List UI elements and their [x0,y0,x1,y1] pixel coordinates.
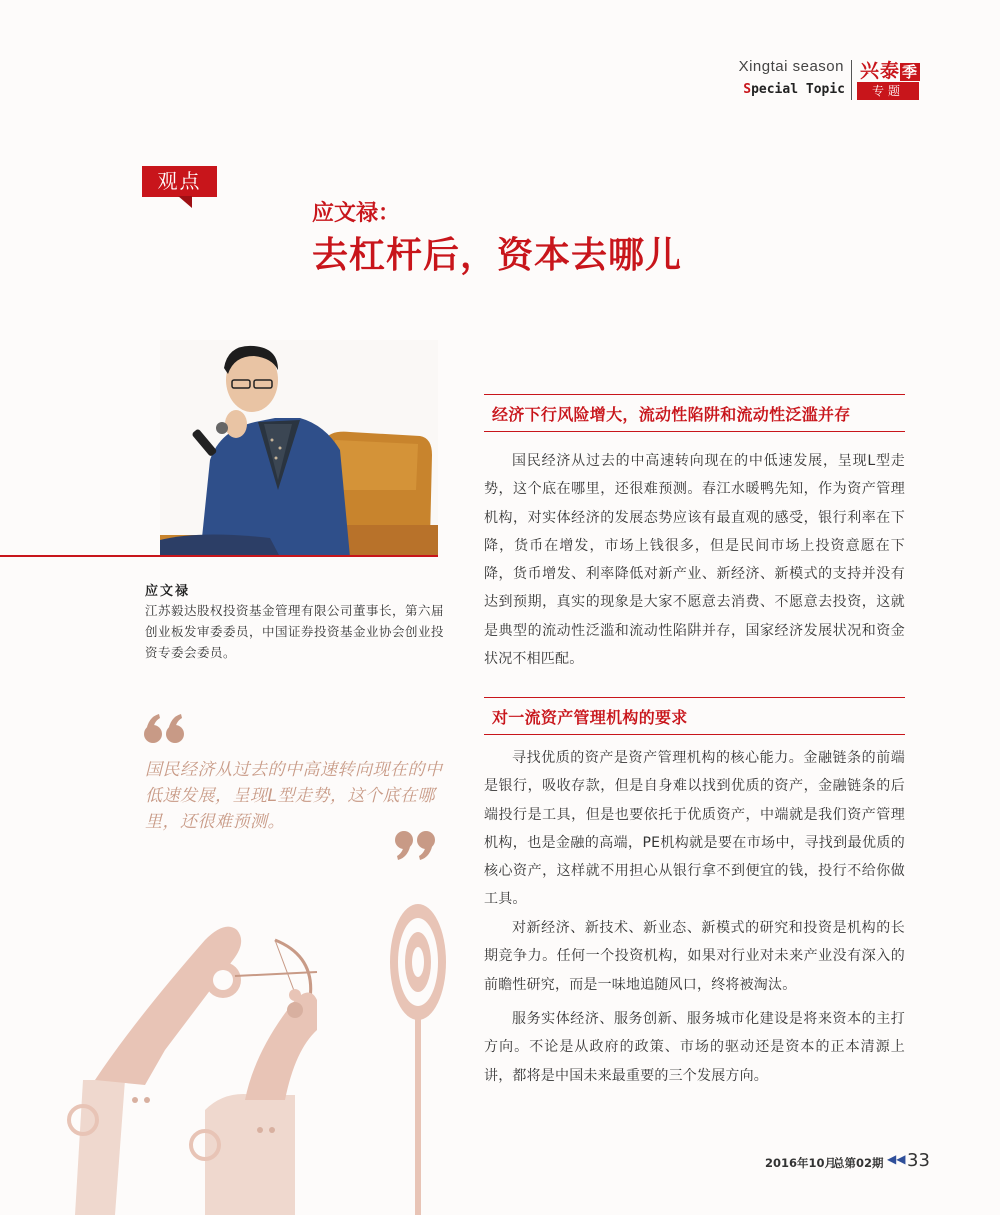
section-english-rest: pecial Topic [751,82,845,97]
author-photo [160,340,438,557]
bio-name: 应文禄 [145,584,191,599]
section-2-paragraph-2: 对新经济、新技术、新业态、新模式的研究和投资是机构的长期竞争力。任何一个投资机构，如果对行业对未来产业没有深入的前瞻性研究，而是一味地追随风口，终将被淘汰。 [484,920,905,993]
section-2-paragraph-3: 服务实体经济、服务创新、服务城市化建设是将来资本的主打方向。不论是从政府的政策、市场的驱动还是资本的正本清源上讲，都将是中国未来最重要的三个发展方向。 [484,1011,905,1084]
section-chinese-label: 专题 [857,82,919,100]
header-divider [851,60,852,100]
page-number: 33 [907,1150,930,1171]
article-author-heading: 应文禄： [312,200,401,226]
brand-text: 兴泰 [860,60,901,82]
footer-date: 2016年10月 [765,1156,837,1170]
section-heading-2-text: 对一流资产管理机构的要求 [492,708,688,727]
section-english-initial: S [743,82,752,97]
section-2-paragraph-1: 寻找优质的资产是资产管理机构的核心能力。金融链条的前端是银行，吸收存款，但是自身难以找到优质的资产，金融链条的后端投行是工具，但是也要依托于优质资产，中端就是我们资产管理机构，也是金融的高端，PE机构就是要在市场中，寻找到最优质的核心资产，这样就不用担心从银行拿不到便宜的钱，投行不给你做工具。 [484,750,905,908]
double-chevron-left-icon: ◀◀ [887,1152,906,1166]
section-1-paragraph-1: 国民经济从过去的中高速转向现在的中低速发展，呈现L型走势，这个底在哪里，还很难预测。春江水暖鸭先知，作为资产管理机构，对实体经济的发展态势应该有最直观的感受，银行利率在下降，货币在增发，市场上钱很多，但是民间市场上投资意愿在下降，货币增发、利率降低对新产业、新经济、新模式的支持并没有达到预期，真实的现象是大家不愿意去消费、不愿意去投资，这就是典型的流动性泛滥和流动性陷阱并存，国家经济发展状况和资金状况不相匹配。 [484,453,905,668]
section-heading-1 [484,394,905,432]
article-title: 去杠杆后，资本去哪儿 [312,234,683,276]
magazine-brand-logo [860,56,920,83]
photo-underline-rule [0,555,438,557]
bio-description: 江苏毅达股权投资基金管理有限公司董事长，第六届创业板发审委委员，中国证券投资基金业协会创业投资专委会委员。 [145,603,445,660]
brand-badge: 季 [902,63,919,81]
article-category-tag: 观点 [142,166,217,197]
section-english-label [735,82,845,97]
section-heading-1-text: 经济下行风险增大，流动性陷阱和流动性泛滥并存 [492,405,851,424]
footer-issue: 总第02期 [833,1156,884,1170]
pull-quote-text: 国民经济从过去的中高速转向现在的中低速发展，呈现L型走势，这个底在哪里，还很难预测。 [145,760,443,832]
magazine-english-title: Xingtai season [738,58,844,75]
author-photo-illustration [160,340,438,557]
section-heading-2 [484,697,905,735]
open-quote-icon [143,712,187,744]
archery-hands-illustration [55,900,465,1215]
tag-fold-decoration [178,196,192,208]
close-quote-icon [392,830,436,862]
